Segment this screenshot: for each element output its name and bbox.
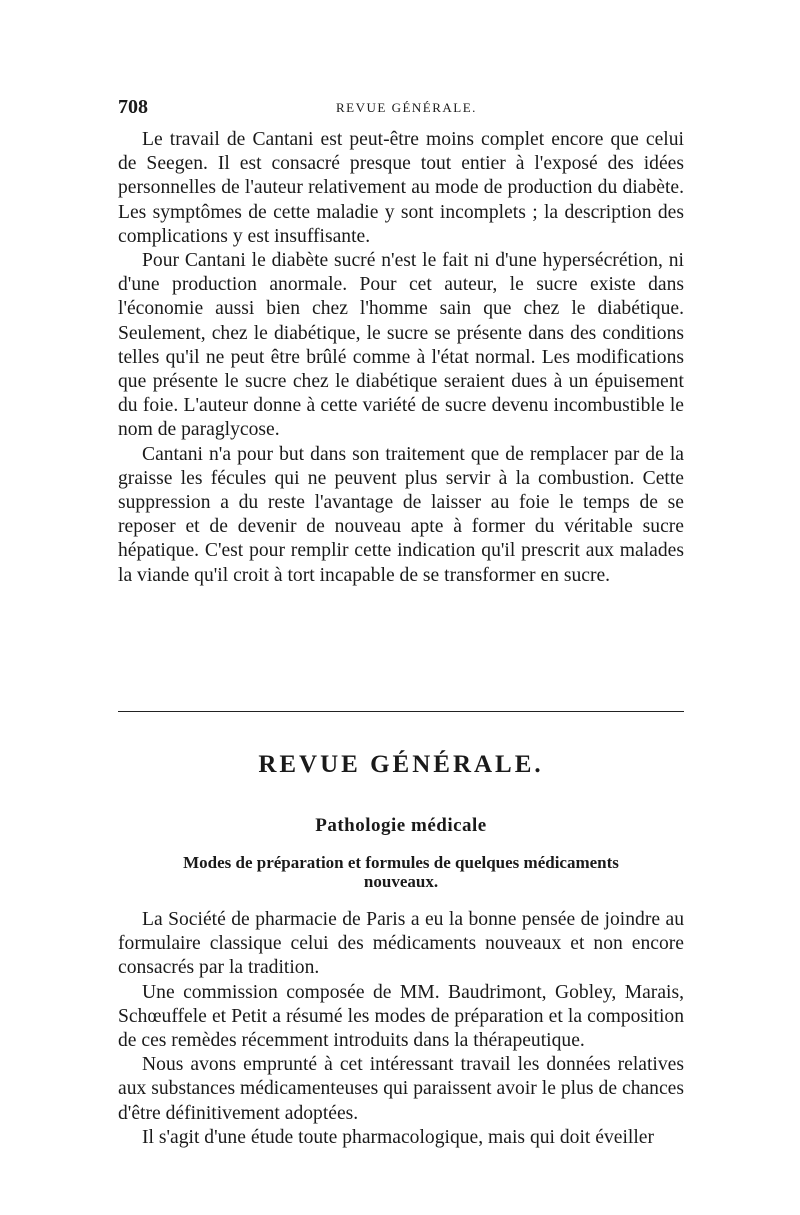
running-title: REVUE GÉNÉRALE. — [336, 100, 477, 115]
running-head — [118, 96, 684, 120]
section-divider — [118, 711, 684, 712]
article-title — [118, 853, 684, 891]
body-text-bottom — [118, 908, 684, 1150]
section-title: REVUE GÉNÉRALE. — [258, 751, 544, 778]
paragraph: Il s'agit d'une étude toute pharmacologique, mais qui doit éveiller — [142, 1126, 655, 1148]
article-title-line: Modes de préparation et formules de quelques médicaments — [183, 853, 619, 872]
paragraph: Nous avons emprunté à cet intéressant travail les données relatives aux substances médicamenteuses qui paraissent avoir le plus de chances d'être définitivement adoptées. — [118, 1054, 684, 1124]
subsection-title: Pathologie médicale — [315, 815, 487, 836]
page-number: 708 — [118, 96, 148, 118]
paragraph: La Société de pharmacie de Paris a eu la bonne pensée de joindre au formulaire classique celui des médicaments nouveaux et non encore consacrés par la tradition. — [118, 909, 684, 979]
article-title-line: nouveaux. — [363, 872, 439, 891]
paragraph: Une commission composée de MM. Baudrimont, Gobley, Marais, Schœuffele et Petit a résumé les modes de préparation et la composition de ces remèdes récemment introduits dans la thérapeutique. — [118, 981, 684, 1052]
paragraph: Le travail de Cantani est peut-être moins complet encore que celui de Seegen. Il est consacré presque tout entier à l'exposé des idées personnelles de l'auteur relativement au mode de production du diabète. Les symptômes de cette maladie y sont incomplets ; la description des complications y est insuffisante. — [118, 129, 684, 247]
paragraph: Cantani n'a pour but dans son traitement que de remplacer par de la graisse les fécules qui ne peuvent plus servir à la combustion. Cette suppression a du reste l'avantage de laisser au foie le temps de se reposer et de devenir de nouveau apte à former du véritable sucre hépatique. C'est pour remplir cette indication qu'il prescrit aux malades la viande qu'il croit à tort incapable de se transformer en sucre. — [118, 443, 684, 586]
body-text-top — [118, 128, 684, 588]
paragraph: Pour Cantani le diabète sucré n'est le fait ni d'une hypersécrétion, ni d'une production anormale. Pour cet auteur, le sucre existe dans l'économie aussi bien chez l'homme sain que chez le diabétique. Seulement, chez le diabétique, le sucre se présente dans des conditions telles qu'il ne peut être brûlé comme à l'état normal. Les modifications que présente le sucre chez le diabétique seraient dues à un épuisement du foie. L'auteur donne à cette variété de sucre devenu incombustible le nom de paraglycose. — [118, 250, 684, 441]
